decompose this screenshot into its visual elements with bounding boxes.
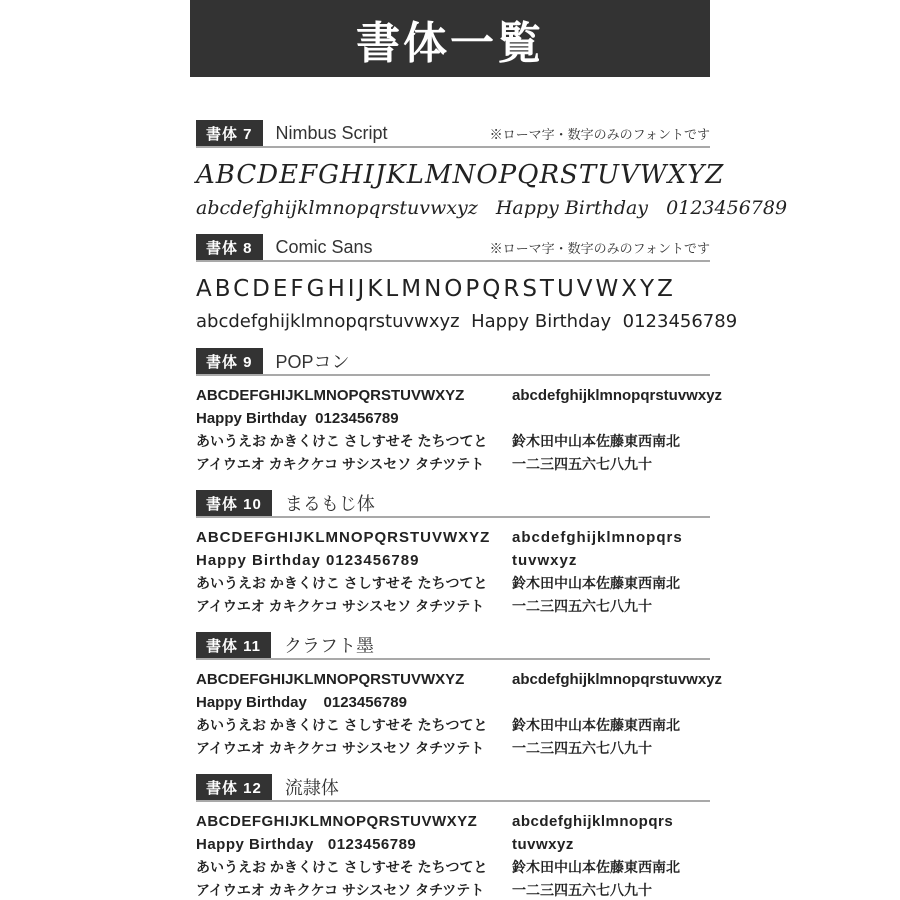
- font-note: ※ローマ字・数字のみのフォントです: [489, 127, 710, 142]
- sample-row: [196, 595, 710, 618]
- font-section-header: [196, 774, 710, 802]
- font-section: [196, 774, 710, 900]
- sample-text-left: abcdefghijklmnopqrstuvwxyz Happy Birthday 0123456789: [196, 311, 738, 332]
- sample-text-left: ABCDEFGHIJKLMNOPQRSTUVWXYZ: [196, 813, 478, 830]
- sample-text-left: アイウエオ カキクケコ サシスセソ タチツテト: [196, 740, 485, 756]
- sample-text-left: Happy Birthday 0123456789: [196, 552, 420, 569]
- page-title: 書体一覧: [356, 18, 544, 68]
- sample-text-right: 一二三四五六七八九十: [512, 456, 652, 472]
- font-name: Nimbus Script: [275, 122, 388, 143]
- sample-row: [196, 430, 710, 453]
- sample-text-left: アイウエオ カキクケコ サシスセソ タチツテト: [196, 598, 485, 614]
- font-samples: [196, 518, 710, 618]
- font-section: [196, 348, 723, 476]
- font-number-badge: 書体 10: [196, 490, 272, 516]
- sample-text-right: 一二三四五六七八九十: [512, 598, 652, 614]
- sample-row: [196, 810, 710, 833]
- sample-text-right: tuvwxyz: [512, 552, 578, 569]
- font-name: まるもじ体: [284, 494, 375, 514]
- font-section-header: [196, 490, 710, 518]
- sample-row: [196, 453, 710, 476]
- sample-text-right: abcdefghijklmnopqrs: [512, 813, 674, 830]
- sample-row: [196, 572, 710, 595]
- font-section-header: [196, 120, 710, 148]
- sample-text-right: abcdefghijklmnopqrstuvwxyz: [512, 671, 723, 688]
- sample-text-left: Happy Birthday 0123456789: [196, 410, 399, 427]
- sample-text-left: アイウエオ カキクケコ サシスセソ タチツテト: [196, 882, 485, 898]
- font-name: Comic Sans: [275, 236, 373, 257]
- font-samples: [196, 376, 723, 476]
- sample-text-right: 鈴木田中山本佐藤東西南北: [512, 717, 680, 733]
- sample-text-right: 一二三四五六七八九十: [512, 740, 652, 756]
- sample-row: [196, 668, 723, 691]
- sample-row: [196, 308, 738, 336]
- sample-row: [196, 879, 710, 900]
- font-section: [196, 120, 788, 222]
- sample-text-right: 鈴木田中山本佐藤東西南北: [512, 433, 680, 449]
- sample-text-left: ABCDEFGHIJKLMNOPQRSTUVWXYZ: [196, 387, 465, 404]
- sample-row: [196, 407, 710, 430]
- sample-row: [196, 270, 710, 308]
- sample-text-left: ABCDEFGHIJKLMNOPQRSTUVWXYZ: [196, 529, 491, 546]
- font-section: [196, 490, 710, 618]
- font-section-header: [196, 348, 710, 376]
- sample-text-right: 鈴木田中山本佐藤東西南北: [512, 859, 680, 875]
- sample-text-right: 鈴木田中山本佐藤東西南北: [512, 575, 680, 591]
- sample-text-left: あいうえお かきくけこ さしすせそ たちつてと: [196, 575, 488, 591]
- sample-row: [196, 714, 710, 737]
- font-samples: [196, 660, 723, 760]
- sample-text-right: abcdefghijklmnopqrs: [512, 529, 683, 546]
- sample-text-left: あいうえお かきくけこ さしすせそ たちつてと: [196, 717, 488, 733]
- sample-row: [196, 384, 723, 407]
- sample-text-right: tuvwxyz: [512, 836, 574, 853]
- font-section: [196, 632, 723, 760]
- page-title-bar: [190, 0, 710, 77]
- font-number-badge: 書体 9: [196, 348, 263, 374]
- sample-row: [196, 691, 710, 714]
- font-section-header: [196, 632, 710, 660]
- sample-row: [196, 856, 710, 879]
- font-note: ※ローマ字・数字のみのフォントです: [489, 241, 710, 256]
- sample-text-left: ABCDEFGHIJKLMNOPQRSTUVWXYZ: [196, 160, 725, 190]
- sample-text-left: Happy Birthday 0123456789: [196, 836, 417, 853]
- sample-row: [196, 833, 710, 856]
- sample-text-left: ABCDEFGHIJKLMNOPQRSTUVWXYZ: [196, 671, 465, 688]
- sample-text-left: あいうえお かきくけこ さしすせそ たちつてと: [196, 859, 488, 875]
- font-samples: [196, 148, 788, 222]
- font-section: [196, 234, 738, 336]
- sample-row: [196, 549, 710, 572]
- sample-text-left: abcdefghijklmnopqrstuvwxyz Happy Birthday 0123456789: [196, 197, 788, 219]
- sample-row: [196, 156, 725, 194]
- sample-text-left: あいうえお かきくけこ さしすせそ たちつてと: [196, 433, 488, 449]
- sample-text-left: アイウエオ カキクケコ サシスセソ タチツテト: [196, 456, 485, 472]
- sample-row: [196, 526, 710, 549]
- font-sections: [196, 120, 788, 900]
- font-number-badge: 書体 7: [196, 120, 263, 146]
- font-name: 流隷体: [284, 778, 339, 798]
- font-number-badge: 書体 12: [196, 774, 272, 800]
- font-samples: [196, 262, 738, 336]
- font-number-badge: 書体 8: [196, 234, 263, 260]
- font-name: POPコン: [275, 352, 350, 372]
- font-samples: [196, 802, 710, 900]
- sample-text-right: 一二三四五六七八九十: [512, 882, 652, 898]
- font-number-badge: 書体 11: [196, 632, 271, 658]
- sample-text-right: abcdefghijklmnopqrstuvwxyz: [512, 387, 723, 404]
- font-section-header: [196, 234, 710, 262]
- sample-row: [196, 194, 788, 222]
- sample-text-left: Happy Birthday 0123456789: [196, 694, 407, 711]
- sample-text-left: ABCDEFGHIJKLMNOPQRSTUVWXYZ: [196, 276, 676, 302]
- font-name: クラフト墨: [284, 636, 375, 656]
- sample-row: [196, 737, 710, 760]
